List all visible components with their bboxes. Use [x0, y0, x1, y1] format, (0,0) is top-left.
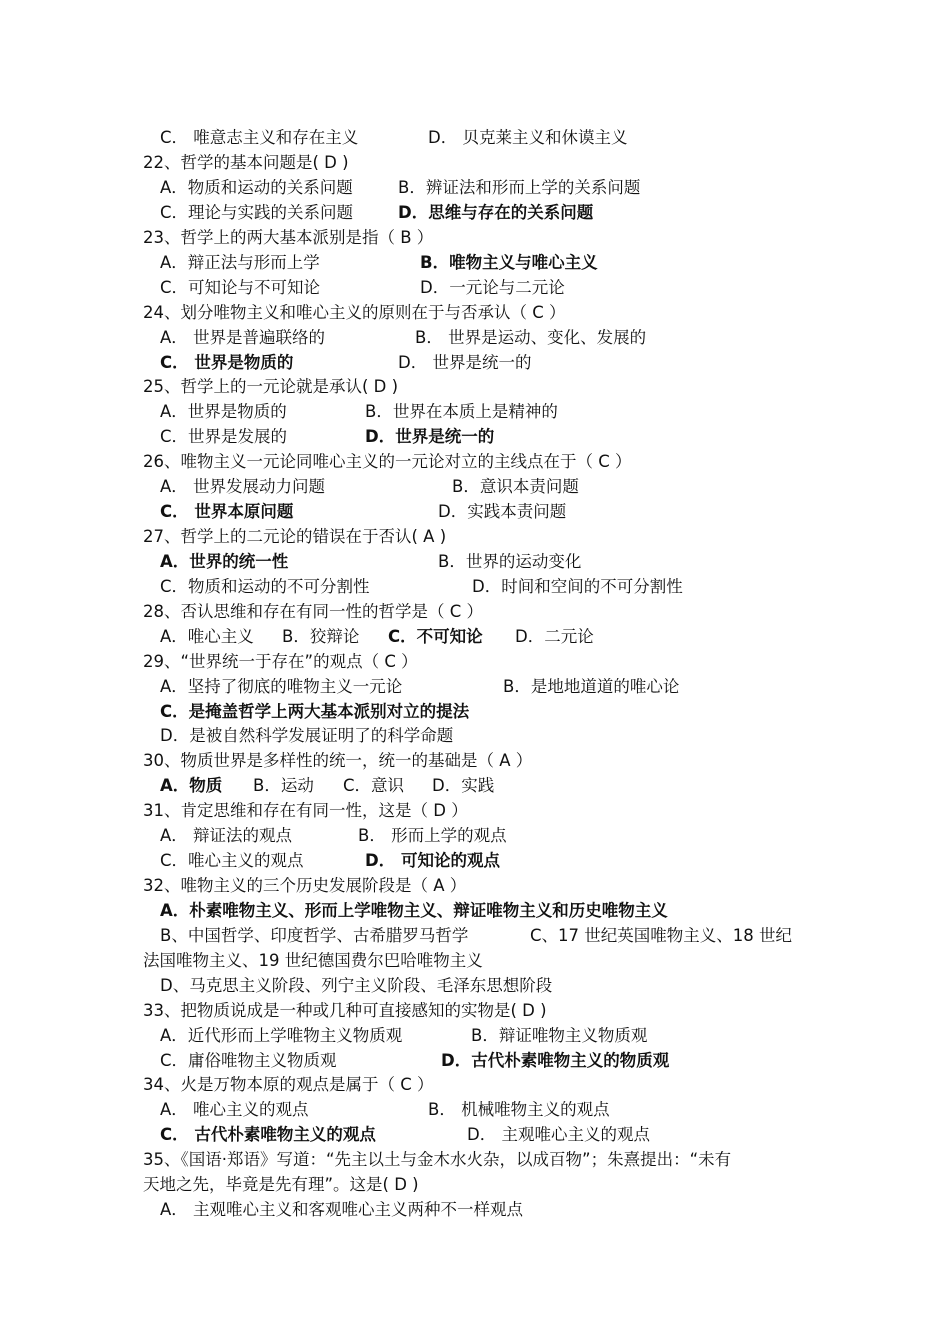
answer-text: D．世界是统一的	[365, 427, 495, 446]
answer-text: C．是掩盖哲学上两大基本派别对立的提法	[160, 702, 470, 721]
line-text: D．实践	[432, 776, 495, 795]
line-text: 法国唯物主义、19 世纪德国费尔巴哈唯物主义	[143, 951, 483, 970]
line-text: A． 辩证法的观点	[160, 826, 293, 845]
line-text: D． 主观唯心主义的观点	[467, 1125, 650, 1144]
line-text: B．是地地道道的唯心论	[503, 677, 680, 696]
line-text: C． 唯意志主义和存在主义	[160, 128, 359, 147]
answer-text: A．世界的统一性	[160, 552, 289, 571]
line-text: 28、否认思维和存在有同一性的哲学是（ C ）	[143, 602, 484, 621]
line-text: D．一元论与二元论	[420, 278, 565, 297]
answer-text: B．唯物主义与唯心主义	[420, 253, 598, 272]
line-text: B． 世界是运动、变化、发展的	[415, 328, 647, 347]
line-text: 34、火是万物本原的观点是属于（ C ）	[143, 1075, 434, 1094]
line-text: A． 主观唯心主义和客观唯心主义两种不一样观点	[160, 1200, 524, 1219]
answer-text: A．朴素唯物主义、形而上学唯物主义、辩证唯物主义和历史唯物主义	[160, 901, 668, 920]
answer-text: C． 古代朴素唯物主义的观点	[160, 1125, 376, 1144]
line-text: B．世界在本质上是精神的	[365, 402, 558, 421]
line-text: 29、“世界统一于存在”的观点（ C ）	[143, 652, 418, 671]
line-text: B． 形而上学的观点	[358, 826, 507, 845]
line-text: C．可知论与不可知论	[160, 278, 321, 297]
line-text: B．世界的运动变化	[438, 552, 582, 571]
line-text: D． 世界是统一的	[398, 353, 532, 372]
answer-text: D． 可知论的观点	[365, 851, 500, 870]
line-text: 26、唯物主义一元论同唯心主义的一元论对立的主线点在于（ C ）	[143, 452, 632, 471]
line-text: D、马克思主义阶段、列宁主义阶段、毛泽东思想阶段	[160, 976, 553, 995]
line-text: A． 世界是普遍联络的	[160, 328, 326, 347]
line-text: A．辩正法与形而上学	[160, 253, 320, 272]
line-text: C、17 世纪英国唯物主义、18 世纪	[530, 926, 793, 945]
line-text: D． 贝克莱主义和休谟主义	[428, 128, 628, 147]
line-text: D．时间和空间的不可分割性	[472, 577, 683, 596]
line-text: C．理论与实践的关系问题	[160, 203, 354, 222]
line-text: A． 世界发展动力问题	[160, 477, 326, 496]
answer-text: D．思维与存在的关系问题	[398, 203, 594, 222]
line-text: B、中国哲学、印度哲学、古希腊罗马哲学	[160, 926, 469, 945]
line-text: B．意识本责问题	[452, 477, 579, 496]
line-text: A． 唯心主义的观点	[160, 1100, 309, 1119]
line-text: C．唯心主义的观点	[160, 851, 304, 870]
line-text: C．庸俗唯物主义物质观	[160, 1051, 337, 1070]
line-text: C．意识	[343, 776, 405, 795]
line-text: A．近代形而上学唯物主义物质观	[160, 1026, 403, 1045]
line-text: 24、划分唯物主义和唯心主义的原则在于与否承认（ C ）	[143, 303, 566, 322]
line-text: 32、唯物主义的三个历史发展阶段是（ A ）	[143, 876, 467, 895]
line-text: D．二元论	[515, 627, 594, 646]
line-text: 23、哲学上的两大基本派别是指（ B ）	[143, 228, 434, 247]
line-text: A．坚持了彻底的唯物主义一元论	[160, 677, 403, 696]
line-text: 33、把物质说成是一种或几种可直接感知的实物是( D )	[143, 1001, 547, 1020]
line-text: B．辩证唯物主义物质观	[471, 1026, 648, 1045]
answer-text: D．古代朴素唯物主义的物质观	[441, 1051, 670, 1070]
line-text: A．世界是物质的	[160, 402, 287, 421]
line-text: 30、物质世界是多样性的统一，统一的基础是（ A ）	[143, 751, 533, 770]
line-text: A．物质和运动的关系问题	[160, 178, 353, 197]
answer-text: C．不可知论	[388, 627, 483, 646]
line-text: A．唯心主义	[160, 627, 254, 646]
answer-text: A．物质	[160, 776, 223, 795]
line-text: B．辨证法和形而上学的关系问题	[398, 178, 641, 197]
line-text: C．物质和运动的不可分割性	[160, 577, 370, 596]
line-text: 22、哲学的基本问题是( D )	[143, 153, 349, 172]
line-text: B．运动	[253, 776, 314, 795]
line-text: 天地之先，毕竟是先有理”。这是( D )	[143, 1175, 419, 1194]
line-text: D．是被自然科学发展证明了的科学命题	[160, 726, 454, 745]
line-text: C．世界是发展的	[160, 427, 288, 446]
answer-text: C． 世界是物质的	[160, 353, 294, 372]
line-text: B． 机械唯物主义的观点	[428, 1100, 610, 1119]
answer-text: C． 世界本原问题	[160, 502, 294, 521]
line-text: B．狡辩论	[282, 627, 360, 646]
line-text: 35、《国语·郑语》写道：“先主以土与金木水火杂，以成百物”；朱熹提出：“未有	[143, 1150, 732, 1169]
line-text: 31、肯定思维和存在有同一性，这是（ D ）	[143, 801, 468, 820]
line-text: D．实践本责问题	[438, 502, 567, 521]
line-text: 25、哲学上的一元论就是承认( D )	[143, 377, 399, 396]
line-text: 27、哲学上的二元论的错误在于否认( A )	[143, 527, 447, 546]
